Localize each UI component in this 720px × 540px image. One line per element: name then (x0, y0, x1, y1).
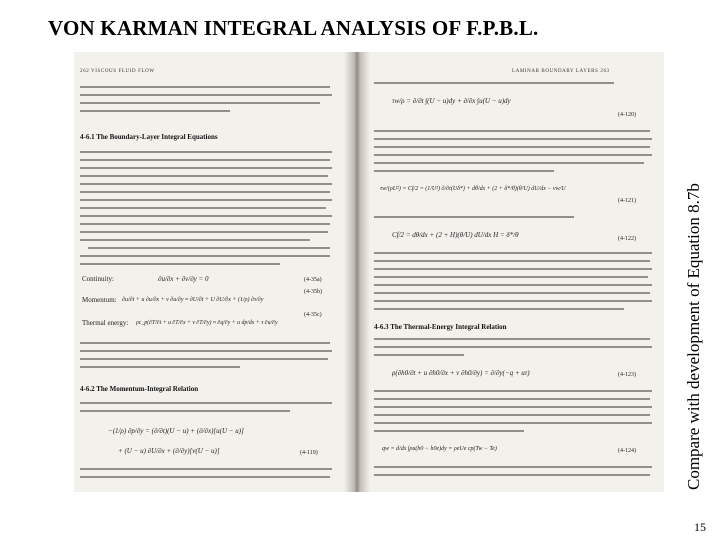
text-line (374, 300, 652, 302)
text-line (374, 474, 650, 476)
equation-number: (4-35c) (304, 312, 322, 318)
text-line (80, 183, 332, 185)
equation-124: qw = d/dx ∫ρu(h0 − h0e)dy = ρeUe cp(Tw − Te) (382, 446, 497, 452)
equation-number: (4-121) (618, 198, 636, 204)
text-line (374, 422, 652, 424)
momentum-equation: ∂u/∂t + u ∂u/∂x + v ∂u/∂y ≈ ∂U/∂t + U ∂U/∂x + (1/ρ) ∂τ/∂y (122, 297, 264, 303)
momentum-label: Momentum: (82, 296, 117, 304)
equation-119: + (U − u) ∂U/∂x + (∂/∂y)[v(U − u)] (118, 447, 220, 455)
text-line (80, 151, 332, 153)
integral-equation-line: −(1/ρ) ∂p/∂y = (∂/∂t)(U − u) + (∂/∂x)[u(U − u)] (108, 427, 244, 435)
equation-number: (4-123) (618, 372, 636, 378)
equation-123: ρ(∂h0/∂t + u ∂h0/∂x + v ∂h0/∂y) = ∂/∂y(−q + uτ) (392, 369, 530, 377)
text-line (374, 284, 652, 286)
text-line (374, 466, 652, 468)
text-line (374, 346, 652, 348)
text-line (374, 146, 650, 148)
equation-number: (4-119) (300, 450, 318, 456)
continuity-label: Continuity: (82, 275, 114, 283)
text-line (374, 130, 650, 132)
equation-number: (4-35b) (304, 289, 322, 295)
text-line (374, 398, 650, 400)
text-line (80, 350, 332, 352)
thermal-energy-equation: ρc_p(∂T/∂t + u ∂T/∂x + v ∂T/∂y) ≈ ∂q/∂y + u dp/dx + τ ∂u/∂y (136, 320, 278, 326)
book-gutter (344, 52, 370, 492)
text-line (374, 252, 652, 254)
text-line (80, 175, 328, 177)
text-line (374, 82, 614, 84)
page-number: 15 (694, 520, 706, 534)
left-page (78, 52, 340, 492)
text-line (374, 276, 648, 278)
text-line (80, 366, 240, 368)
text-line (374, 292, 650, 294)
text-line (80, 215, 332, 217)
equation-121: τw/(ρU²) = Cf/2 = (1/U²) ∂/∂t(Uδ*) + dθ/dx + (2 + δ*/θ)(θ/U) dU/dx − vw/U (380, 186, 566, 192)
text-line (80, 476, 330, 478)
text-line (374, 430, 524, 432)
right-running-head: LAMINAR BOUNDARY LAYERS 263 (512, 69, 610, 74)
text-line (374, 170, 554, 172)
text-line (374, 354, 464, 356)
section-heading: 4-6.3 The Thermal-Energy Integral Relation (374, 323, 507, 331)
textbook-scan (74, 52, 664, 492)
text-line (374, 162, 644, 164)
text-line (80, 239, 310, 241)
section-heading: 4-6.2 The Momentum-Integral Relation (80, 385, 199, 393)
right-page (372, 52, 658, 492)
side-caption: Compare with development of Equation 8.7b (684, 183, 703, 490)
text-line (80, 223, 330, 225)
thermal-energy-label: Thermal energy: (82, 319, 129, 327)
text-line (80, 199, 332, 201)
text-line (80, 207, 326, 209)
text-line (80, 255, 330, 257)
text-line (80, 410, 290, 412)
left-running-head: 262 VISCOUS FLUID FLOW (80, 69, 155, 74)
section-heading: 4-6.1 The Boundary-Layer Integral Equations (80, 133, 218, 141)
text-line (80, 468, 332, 470)
equation-number: (4-35a) (304, 277, 322, 283)
text-line (374, 268, 652, 270)
text-line (80, 402, 332, 404)
text-line (80, 102, 320, 104)
slide-title: VON KARMAN INTEGRAL ANALYSIS OF F.P.B.L. (48, 16, 539, 40)
text-line (80, 86, 330, 88)
equation-number: (4-122) (618, 236, 636, 242)
text-line (374, 338, 650, 340)
text-line (374, 308, 624, 310)
text-line (374, 216, 574, 218)
text-line (88, 247, 330, 249)
text-line (80, 110, 230, 112)
continuity-equation: ∂u/∂x + ∂v/∂y = 0 (158, 275, 209, 283)
text-line (374, 414, 650, 416)
text-line (80, 191, 330, 193)
text-line (80, 167, 332, 169)
text-line (374, 138, 652, 140)
text-line (374, 260, 650, 262)
equation-number: (4-120) (618, 112, 636, 118)
text-line (80, 263, 280, 265)
text-line (80, 358, 328, 360)
text-line (80, 159, 330, 161)
equation-number: (4-124) (618, 448, 636, 454)
text-line (374, 406, 652, 408)
equation-122: Cf/2 = dθ/dx + (2 + H)(θ/U) dU/dx H = δ*/θ (392, 231, 519, 239)
text-line (80, 231, 328, 233)
equation-120: τw/ρ = ∂/∂t ∫(U − u)dy + ∂/∂x ∫u(U − u)dy (392, 97, 511, 105)
text-line (80, 342, 330, 344)
text-line (374, 154, 652, 156)
text-line (80, 94, 332, 96)
text-line (374, 390, 652, 392)
